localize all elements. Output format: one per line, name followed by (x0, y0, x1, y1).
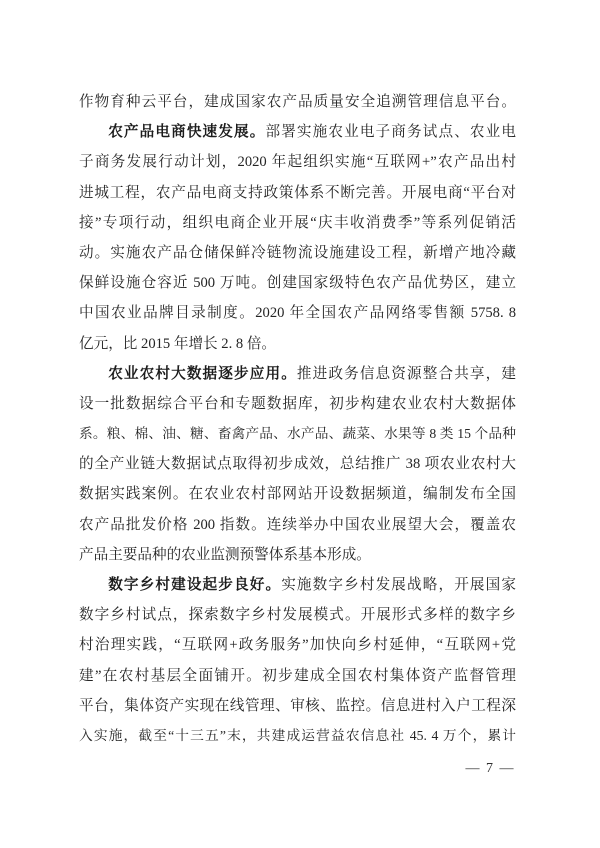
text-line (79, 208, 516, 238)
paragraph-bigdata (79, 359, 516, 570)
text-line (79, 147, 516, 177)
text-line (79, 389, 516, 419)
line-text: 接”专项行动，组织电商企业开展“庆丰收消费季”等系列促销活 (79, 214, 516, 231)
text-line (79, 540, 516, 570)
line-text: 数据实践案例。在农业农村部网站开设数据频道，编制发布全国 (79, 486, 516, 503)
line-text: 平台，集体资产实现在线管理、审核、监控。信息进村入户工程深 (79, 697, 516, 714)
line-text: 子商务发展行动计划，2020 年起组织实施“互联网+”农产品出村 (79, 154, 516, 171)
paragraph-lead-in: 农产品电商快速发展。 (108, 124, 266, 141)
page-number-text: — 7 — (465, 761, 515, 776)
line-text: 亿元，比 2015 年增长 2. 8 倍。 (79, 335, 277, 352)
line-text: 推进政务信息资源整合共享，建 (296, 365, 516, 382)
paragraph-digital-village (79, 570, 516, 751)
text-line (79, 721, 516, 751)
text-line (79, 87, 516, 117)
text-line (79, 600, 516, 630)
text-line (79, 117, 516, 147)
text-line (79, 419, 516, 449)
text-line (79, 238, 516, 268)
line-text: 的全产业链大数据试点取得初步成效，总结推广 38 项农业农村大 (79, 456, 516, 473)
line-text: 系。粮、棉、油、糖、畜禽产品、水产品、蔬菜、水果等 8 类 15 个品种 (79, 426, 516, 442)
document-body (79, 87, 516, 751)
page-number (466, 761, 516, 777)
line-text: 农产品批发价格 200 指数。连续举办中国农业展望大会，覆盖农 (79, 516, 516, 533)
text-line (79, 570, 516, 600)
text-line (79, 359, 516, 389)
line-text: 动。实施农产品仓储保鲜冷链物流设施建设工程，新增产地冷藏 (79, 244, 516, 261)
line-text: 建”在农村基层全面铺开。初步建成全国农村集体资产监督管理 (79, 667, 516, 684)
paragraph-continuation (79, 87, 516, 117)
line-text: 保鲜设施仓容近 500 万吨。创建国家级特色农产品优势区，建立 (79, 275, 516, 292)
line-text: 设一批数据综合平台和专题数据库，初步构建农业农村大数据体 (79, 395, 516, 412)
line-text: 中国农业品牌目录制度。2020 年全国农产品网络零售额 5758. 8 (79, 305, 516, 322)
line-text: 数字乡村试点，探索数字乡村发展模式。开展形式多样的数字乡 (79, 607, 516, 624)
text-line (79, 329, 516, 359)
line-text: 村治理实践，“互联网+政务服务”加快向乡村延伸，“互联网+党 (79, 637, 516, 654)
text-line (79, 661, 516, 691)
paragraph-lead-in: 数字乡村建设起步良好。 (108, 577, 282, 593)
line-text: 产品主要品种的农业监测预警体系基本形成。 (79, 546, 371, 563)
line-text: 作物育种云平台，建成国家农产品质量安全追溯管理信息平台。 (79, 94, 516, 110)
text-line (79, 479, 516, 509)
text-line (79, 268, 516, 298)
text-line (79, 510, 516, 540)
text-line (79, 691, 516, 721)
paragraph-ecommerce (79, 117, 516, 359)
paragraph-lead-in: 农业农村大数据逐步应用。 (108, 365, 297, 382)
text-line (79, 630, 516, 660)
line-text: 部署实施农业电子商务试点、农业电 (265, 124, 516, 141)
text-line (79, 178, 516, 208)
line-text: 实施数字乡村发展战略，开展国家 (281, 577, 516, 593)
text-line (79, 449, 516, 479)
line-text: 进城工程，农产品电商支持政策体系不断完善。开展电商“平台对 (79, 184, 516, 201)
line-text: 入实施，截至“十三五”末，共建成运营益农信息社 45. 4 万个，累计 (79, 727, 516, 743)
text-line (79, 298, 516, 328)
